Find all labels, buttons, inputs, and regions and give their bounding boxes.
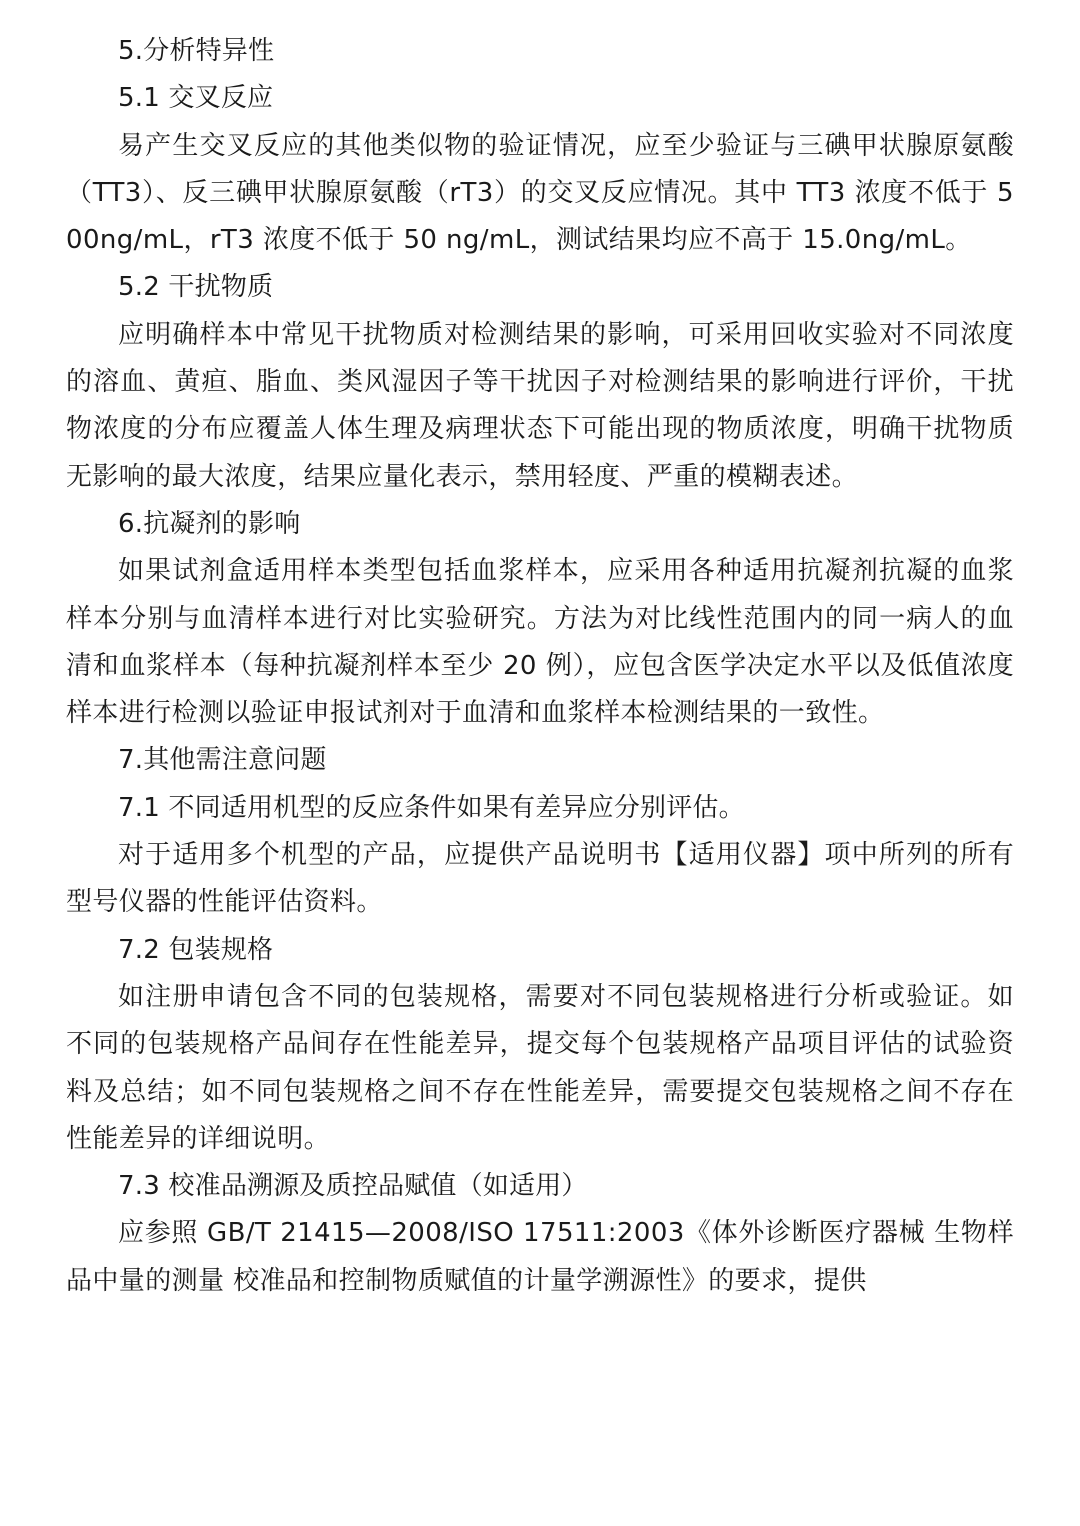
heading-5-1: 5.1 交叉反应 xyxy=(118,83,274,114)
heading-7: 7.其他需注意问题 xyxy=(118,745,327,776)
para-instruments: 对于适用多个机型的产品，应提供产品说明书【适用仪器】项中所列的所有型号仪器的性能评估资料。 xyxy=(66,840,1014,918)
heading-7-3: 7.3 校准品溯源及质控品赋值（如适用） xyxy=(118,1171,588,1202)
heading-7-2: 7.2 包装规格 xyxy=(118,934,274,965)
para-anticoagulant: 如果试剂盒适用样本类型包括血浆样本，应采用各种适用抗凝剂抗凝的血浆样本分别与血清样本进行对比实验研究。方法为对比线性范围内的同一病人的血清和血浆样本（每种抗凝剂样本至少 20 例），应包含医学决定水平以及低值浓度样本进行检测以验证申报试剂对于血清和血浆样本检测结果的一致性。 xyxy=(66,556,1014,729)
para-interference: 应明确样本中常见干扰物质对检测结果的影响，可采用回收实验对不同浓度的溶血、黄疸、脂血、类风湿因子等干扰因子对检测结果的影响进行评价，干扰物浓度的分布应覆盖人体生理及病理状态下可能出现的物质浓度，明确干扰物质无影响的最大浓度，结果应量化表示，禁用轻度、严重的模糊表述。 xyxy=(66,319,1014,492)
para-packaging: 如注册申请包含不同的包装规格，需要对不同包装规格进行分析或验证。如不同的包装规格产品间存在性能差异，提交每个包装规格产品项目评估的试验资料及总结；如不同包装规格之间不存在性能差异，需要提交包装规格之间不存在性能差异的详细说明。 xyxy=(66,981,1014,1154)
heading-6: 6.抗凝剂的影响 xyxy=(118,508,301,539)
heading-7-1: 7.1 不同适用机型的反应条件如果有差异应分别评估。 xyxy=(118,792,745,823)
heading-5: 5.分析特异性 xyxy=(118,36,275,66)
heading-5-2: 5.2 干扰物质 xyxy=(118,272,274,303)
para-calibrator: 应参照 GB/T 21415—2008/ISO 17511:2003《体外诊断医疗器械 生物样品中量的测量 校准品和控制物质赋值的计量学溯源性》的要求，提供 xyxy=(66,1218,1014,1296)
para-cross-reaction: 易产生交叉反应的其他类似物的验证情况，应至少验证与三碘甲状腺原氨酸（TT3）、反三碘甲状腺原氨酸（rT3）的交叉反应情况。其中 TT3 浓度不低于 500ng/mL，rT3 浓度不低于 50 ng/mL，测试结果均应不高于 15.0ng/mL。 xyxy=(66,130,1014,256)
